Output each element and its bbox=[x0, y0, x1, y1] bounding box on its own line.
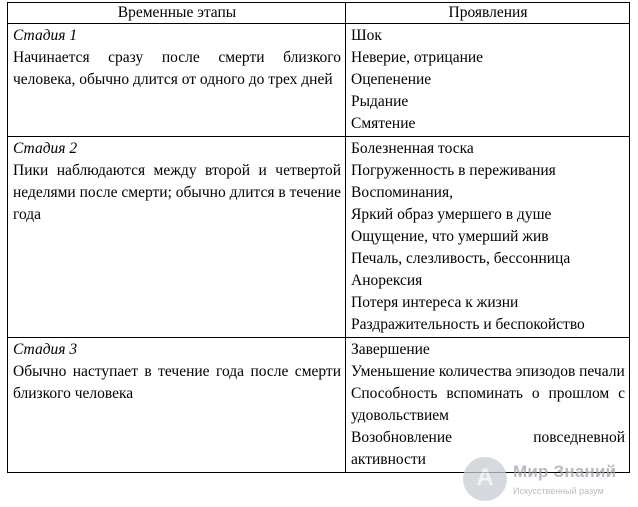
manifestation-item: Неверие, отрицание bbox=[351, 49, 484, 66]
stage-description: Начинается сразу после смерти близкого человека, обычно длится от одного до трех дней bbox=[13, 49, 341, 88]
manifestation-item: Болезненная тоска bbox=[351, 140, 474, 157]
header-row bbox=[8, 3, 630, 24]
stages-table bbox=[7, 2, 630, 473]
manifestation-item: Воспоминания, bbox=[351, 184, 453, 201]
manifestation-item: Завершение bbox=[351, 341, 430, 358]
stage-cell bbox=[8, 338, 346, 473]
watermark-name: Мир Знаний bbox=[513, 462, 617, 481]
manifestation-item: Погруженность в переживания bbox=[351, 162, 556, 179]
watermark-logo-icon: A bbox=[463, 457, 507, 501]
manifestation-item: Ощущение, что умерший жив bbox=[351, 228, 549, 245]
stage-title: Стадия 3 bbox=[13, 341, 78, 358]
manifestation-item: Способность вспоминать о прошлом с удовольствием bbox=[351, 385, 625, 424]
manifestation-item: Яркий образ умершего в душе bbox=[351, 206, 552, 223]
manifestations-cell bbox=[346, 137, 630, 338]
header-manifestations: Проявления bbox=[346, 3, 630, 24]
header-stages: Временные этапы bbox=[8, 3, 346, 24]
stage-description: Пики наблюдаются между второй и четвертой неделями после смерти; обычно длится в течение года bbox=[13, 162, 341, 223]
manifestation-item: Печаль, слезливость, бессонница bbox=[351, 250, 571, 267]
table-row bbox=[8, 338, 630, 473]
manifestation-item: Шок bbox=[351, 27, 382, 44]
stage-cell bbox=[8, 24, 346, 137]
manifestation-item: Анорексия bbox=[351, 272, 423, 289]
manifestation-item: Рыдание bbox=[351, 93, 409, 110]
manifestations-cell bbox=[346, 24, 630, 137]
manifestation-item: Оцепенение bbox=[351, 71, 432, 88]
manifestation-item: Раздражительность и беспокойство bbox=[351, 316, 585, 333]
manifestations-cell bbox=[346, 338, 630, 473]
watermark-subtitle: Искусственный разум bbox=[513, 486, 604, 496]
manifestation-item: Возобновление повседневной активности bbox=[351, 429, 625, 468]
table-row bbox=[8, 137, 630, 338]
stage-title: Стадия 1 bbox=[13, 27, 78, 44]
table-row bbox=[8, 24, 630, 137]
manifestation-item: Уменьшение количества эпизодов печали bbox=[351, 363, 625, 380]
stage-cell bbox=[8, 137, 346, 338]
manifestation-item: Потеря интереса к жизни bbox=[351, 294, 519, 311]
manifestation-item: Смятение bbox=[351, 115, 416, 132]
stage-description: Обычно наступает в течение года после смерти близкого человека bbox=[13, 363, 341, 402]
stage-title: Стадия 2 bbox=[13, 140, 78, 157]
